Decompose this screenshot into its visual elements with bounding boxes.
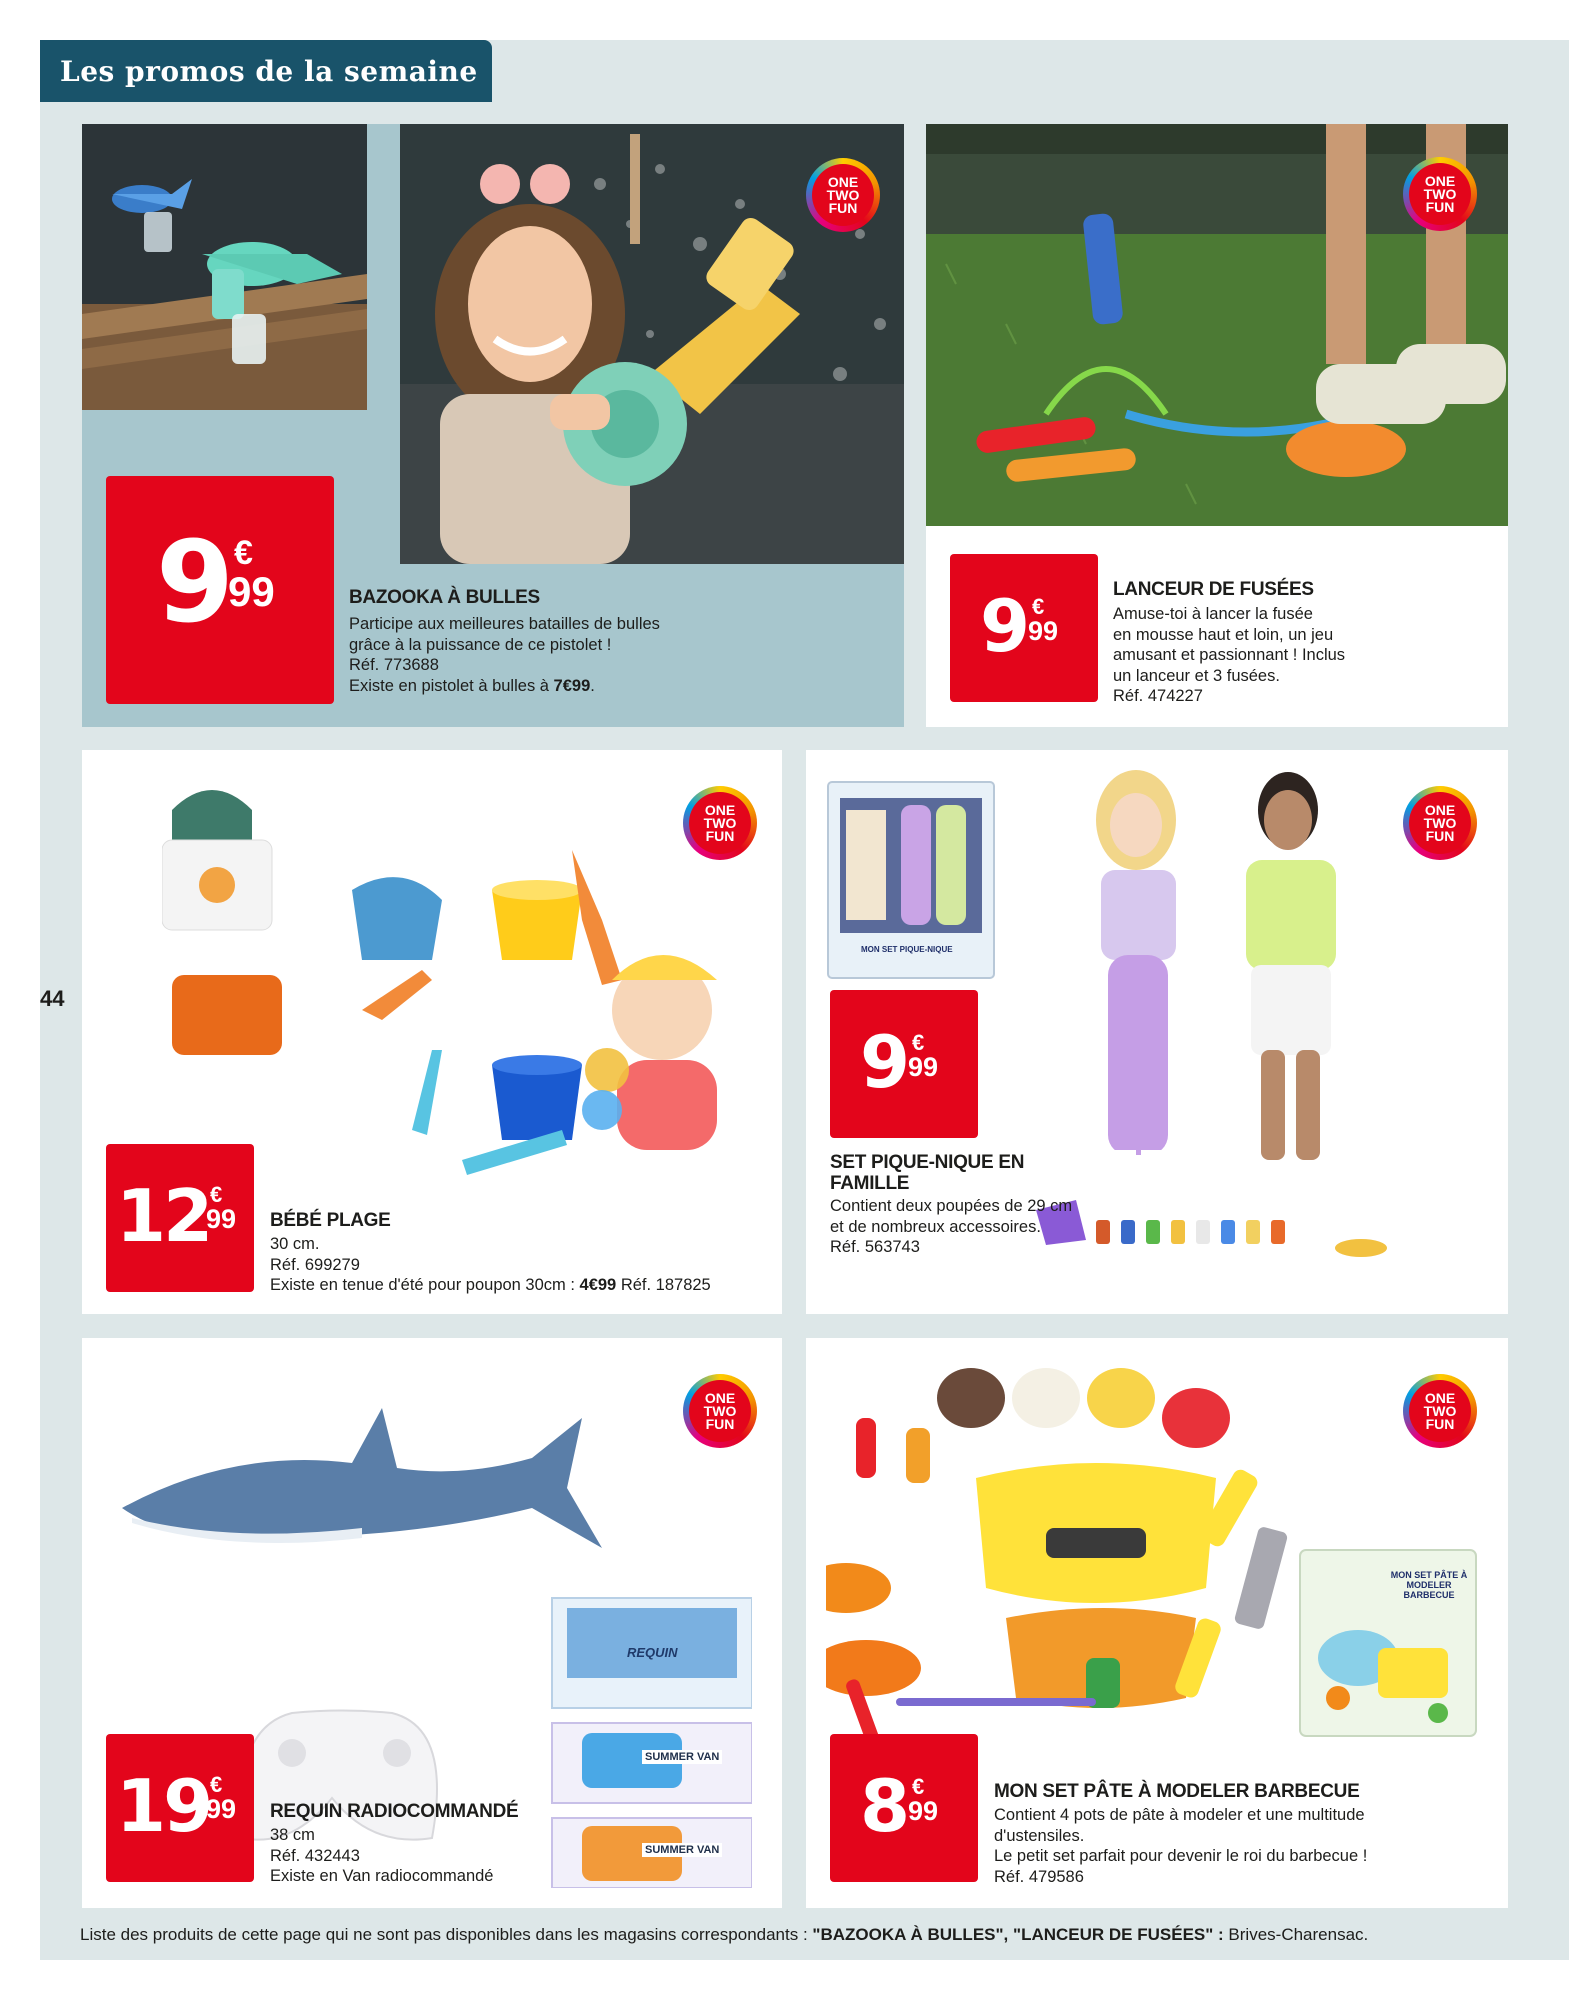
box-label-barbecue: MON SET PÂTE À MODELER BARBECUE [1390,1570,1468,1600]
brand-badge-icon: ONE TWO FUN [1403,786,1477,860]
price-cents: 99 [206,1794,237,1824]
price-cents: 99 [228,568,275,615]
product-description: Contient deux poupées de 29 cm et de nombreux accessoires. Réf. 563743 [830,1197,1073,1256]
price-currency: € [210,1182,223,1207]
product-title: REQUIN RADIOCOMMANDÉ [270,1801,519,1822]
availability-footnote: Liste des produits de cette page qui ne sont pas disponibles dans les magasins correspondants : "BAZOOKA À BULLES", "LANCEUR DE FUSÉES" : Brives-Charensac. [80,1925,1369,1944]
brand-badge-icon: ONE TWO FUN [683,786,757,860]
price-cents: 99 [206,1204,237,1234]
price-integer: 9 [980,584,1028,668]
price-currency: € [210,1772,223,1797]
price-cents: 99 [1028,616,1059,646]
price-tag-bazooka [106,476,334,704]
brand-badge-icon: ONE TWO FUN [1403,157,1477,231]
product-card-pique-nique[interactable] [806,750,1508,1314]
product-card-bebe-plage[interactable] [82,750,782,1314]
price-tag-barbecue [830,1734,978,1882]
box-label: MON SET PIQUE-NIQUE [861,945,953,954]
price-cents: 99 [908,1796,939,1826]
page-number: 44 [40,986,65,1011]
product-description: Contient 4 pots de pâte à modeler et une multitude d'ustensiles. Le petit set parfait pour devenir le roi du barbecue ! Réf. 479586 [994,1806,1368,1886]
product-title: BÉBÉ PLAGE [270,1210,391,1231]
box-label-requin: REQUIN [627,1645,678,1660]
product-card-lanceur[interactable] [926,124,1508,727]
price-tag-bebe-plage [106,1144,254,1292]
box-label-van-1: SUMMER VAN [642,1750,722,1764]
product-description: Participe aux meilleures batailles de bulles grâce à la puissance de ce pistolet ! Réf. 773688 Existe en pistolet à bulles à 7€99. [349,615,660,695]
brand-badge-icon: ONE TWO FUN [1403,1374,1477,1448]
product-title: MON SET PÂTE À MODELER BARBECUE [994,1781,1360,1802]
product-photo-pique-nique-dolls [1026,760,1406,1300]
price-integer: 12 [116,1174,211,1258]
section-title: Les promos de la semaine [60,54,478,88]
product-card-barbecue[interactable] [806,1338,1508,1908]
product-title: LANCEUR DE FUSÉES [1113,579,1314,600]
price-currency: € [234,534,253,572]
brand-badge-icon: ONE TWO FUN [683,1374,757,1448]
brand-badge-icon: ONE TWO FUN [806,158,880,232]
product-title: BAZOOKA À BULLES [349,587,540,608]
product-description: 30 cm. Réf. 699279 Existe en tenue d'été pour poupon 30cm : 4€99 Réf. 187825 [270,1235,711,1294]
product-title: SET PIQUE-NIQUE EN FAMILLE [830,1152,1025,1194]
product-photo-bebe-plage [162,770,762,1180]
product-card-requin[interactable] [82,1338,782,1908]
product-description: Amuse-toi à lancer la fusée en mousse haut et loin, un jeu amusant et passionnant ! Inclus un lanceur et 3 fusées. Réf. 474227 [1113,605,1346,705]
price-currency: € [1032,594,1045,619]
price-tag-pique-nique [830,990,978,1138]
price-integer: 9 [156,518,231,648]
product-description: 38 cm Réf. 432443 Existe en Van radiocommandé [270,1826,494,1885]
price-tag-lanceur [950,554,1098,702]
section-header [40,40,492,102]
product-photo-bazooka-inset [82,124,367,410]
price-integer: 19 [116,1764,211,1848]
price-tag-requin [106,1734,254,1882]
price-cents: 99 [908,1052,939,1082]
product-card-bazooka[interactable] [82,124,904,727]
price-integer: 9 [860,1020,908,1104]
price-currency: € [912,1774,925,1799]
price-integer: 8 [860,1764,908,1848]
box-label-van-2: SUMMER VAN [642,1843,722,1857]
price-currency: € [912,1030,925,1055]
